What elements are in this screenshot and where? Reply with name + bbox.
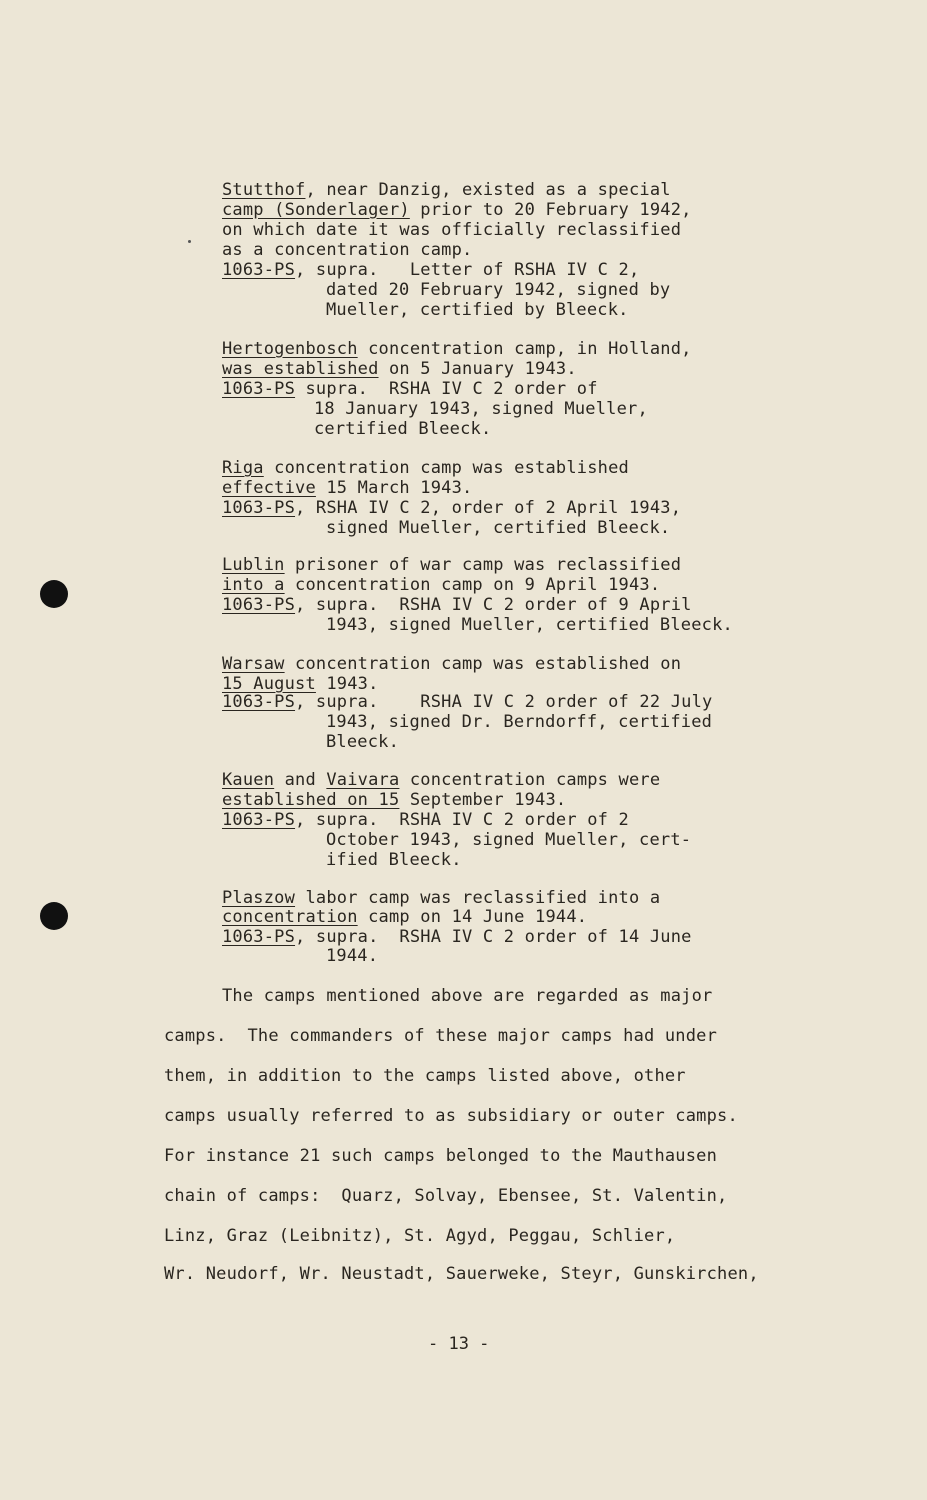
hertogenbosch-ref-3: certified Bleeck. (314, 419, 492, 439)
riga-line-2: effective 15 March 1943. (222, 478, 473, 498)
lublin-line-1: Lublin prisoner of war camp was reclassified (222, 555, 682, 575)
punch-hole-bottom (40, 902, 68, 930)
warsaw-ref-2: 1943, signed Dr. Berndorff, certified (326, 712, 713, 732)
hertogenbosch-ref: 1063-PS supra. RSHA IV C 2 order of (222, 379, 598, 399)
stutthof-ref-2: dated 20 February 1942, signed by (326, 280, 671, 300)
stutthof-line-3: on which date it was officially reclassified (222, 220, 682, 240)
plaszow-ref: 1063-PS, supra. RSHA IV C 2 order of 14 June (222, 927, 692, 947)
kauen-ref-3: ified Bleeck. (326, 850, 462, 870)
lublin-line-2: into a concentration camp on 9 April 1943. (222, 575, 661, 595)
paragraph-line-4: camps usually referred to as subsidiary or outer camps. (164, 1106, 738, 1126)
plaszow-line-1: Plaszow labor camp was reclassified into a (222, 888, 661, 908)
hertogenbosch-line-1: Hertogenbosch concentration camp, in Holland, (222, 339, 692, 359)
warsaw-ref-3: Bleeck. (326, 732, 400, 752)
paragraph-line-8: Wr. Neudorf, Wr. Neustadt, Sauerweke, Steyr, Gunskirchen, (164, 1264, 759, 1284)
paragraph-line-7: Linz, Graz (Leibnitz), St. Agyd, Peggau, Schlier, (164, 1226, 676, 1246)
margin-mark (188, 240, 191, 243)
stutthof-line-4: as a concentration camp. (222, 240, 473, 260)
stutthof-ref: 1063-PS, supra. Letter of RSHA IV C 2, (222, 260, 640, 280)
warsaw-line-2: 15 August 1943. (222, 674, 379, 694)
warsaw-ref: 1063-PS, supra. RSHA IV C 2 order of 22 July (222, 692, 713, 712)
plaszow-line-2: concentration camp on 14 June 1944. (222, 907, 588, 927)
riga-ref-2: signed Mueller, certified Bleeck. (326, 518, 671, 538)
lublin-ref: 1063-PS, supra. RSHA IV C 2 order of 9 April (222, 595, 692, 615)
paragraph-line-6: chain of camps: Quarz, Solvay, Ebensee, St. Valentin, (164, 1186, 728, 1206)
stutthof-ref-3: Mueller, certified by Bleeck. (326, 300, 629, 320)
paragraph-line-1: The camps mentioned above are regarded as major (222, 986, 713, 1006)
hertogenbosch-line-2: was established on 5 January 1943. (222, 359, 577, 379)
stutthof-line-1: Stutthof, near Danzig, existed as a special (222, 180, 671, 200)
kauen-line-1: Kauen and Vaivara concentration camps were (222, 770, 661, 790)
kauen-ref: 1063-PS, supra. RSHA IV C 2 order of 2 (222, 810, 629, 830)
plaszow-ref-2: 1944. (326, 946, 379, 966)
paragraph-line-2: camps. The commanders of these major camps had under (164, 1026, 718, 1046)
lublin-ref-2: 1943, signed Mueller, certified Bleeck. (326, 615, 733, 635)
punch-hole-top (40, 580, 68, 608)
riga-ref: 1063-PS, RSHA IV C 2, order of 2 April 1943, (222, 498, 682, 518)
riga-line-1: Riga concentration camp was established (222, 458, 629, 478)
hertogenbosch-ref-2: 18 January 1943, signed Mueller, (314, 399, 648, 419)
warsaw-line-1: Warsaw concentration camp was established on (222, 654, 682, 674)
paragraph-line-5: For instance 21 such camps belonged to the Mauthausen (164, 1146, 718, 1166)
stutthof-line-2: camp (Sonderlager) prior to 20 February 1942, (222, 200, 692, 220)
kauen-line-2: established on 15 September 1943. (222, 790, 567, 810)
kauen-ref-2: October 1943, signed Mueller, cert- (326, 830, 692, 850)
page-number: - 13 - (428, 1334, 490, 1354)
paragraph-line-3: them, in addition to the camps listed above, other (164, 1066, 686, 1086)
